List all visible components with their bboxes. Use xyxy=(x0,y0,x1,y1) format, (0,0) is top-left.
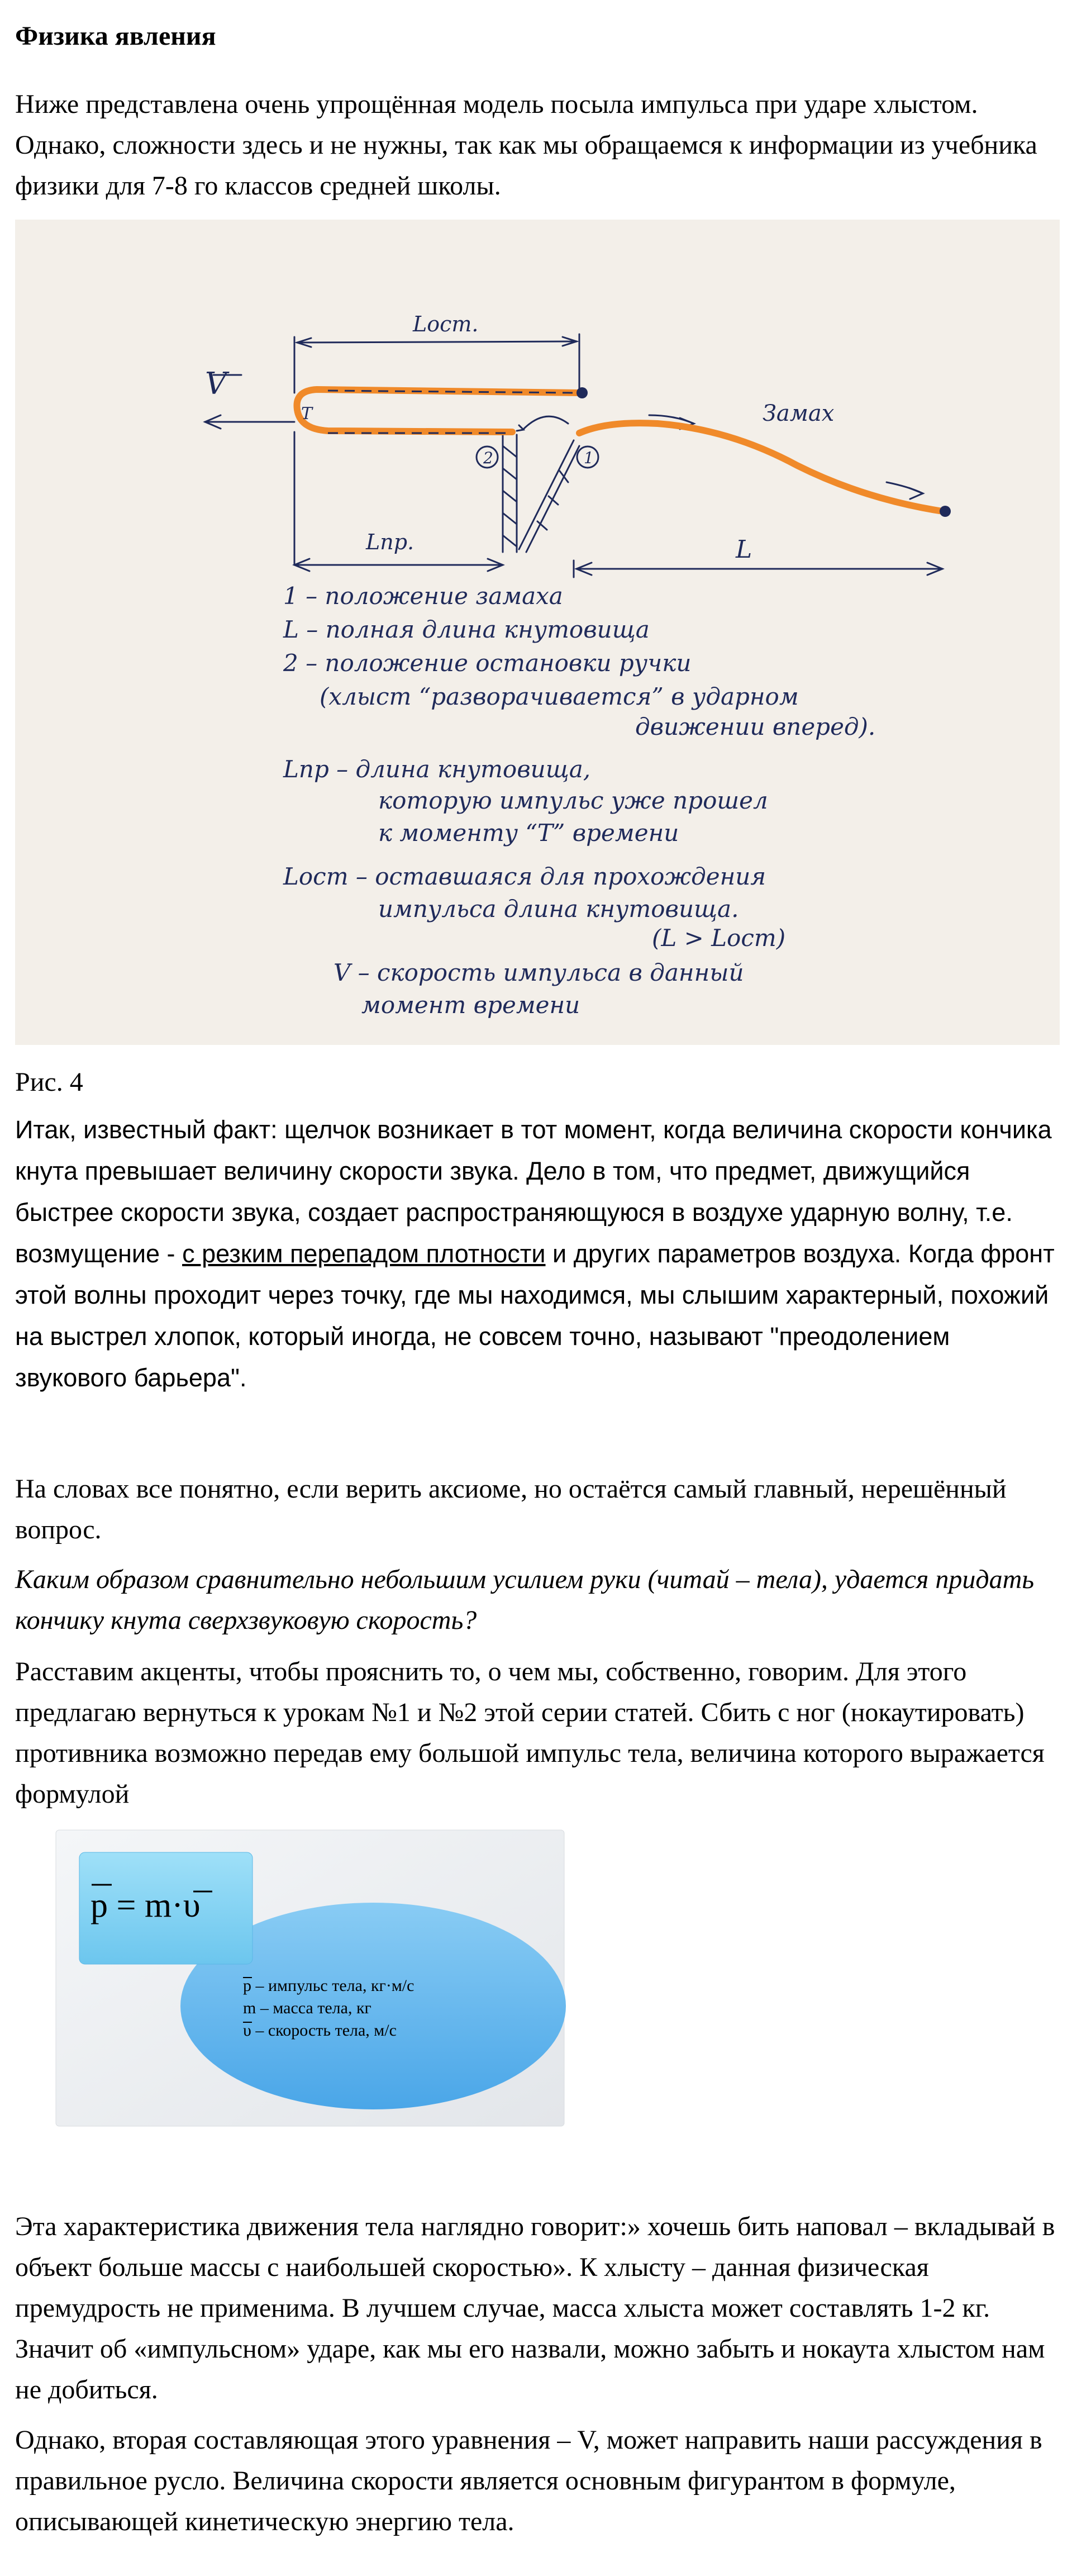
section-heading: Физика явления xyxy=(15,21,216,51)
paragraph-4: Эта характеристика движения тела наглядно говорит:» хочешь бить наповал – вкладывай в объект больше массы с наибольшей скоростью». К хлысту – данная физическая премудрость не применима. В лучшем случае, масса хлыста может составлять 1-2 кг. Значит об «импульсном» ударе, как мы его назвали, можно забыть и нокаута хлыстом нам не добиться. xyxy=(15,2212,1055,2404)
intro-paragraph: Ниже представлена очень упрощённая модель посыла импульса при ударе хлыстом. Однако, сложности здесь и не нужны, так как мы обращаемся к информации из учебника физики для 7-8 го классов средней школы. xyxy=(15,89,1037,201)
label-t: T xyxy=(301,404,313,424)
paragraph-1-text: Итак, известный факт: щелчок возникает в тот момент, когда величина скорости кончика кнута превышает величину скорости звука. Дело в том, что предмет, движущийся быстрее скорости звука, создает распространяющуюся в воздухе ударную волну, т.е. возмущение - xyxy=(15,1115,1052,1268)
whip-diagram-figure xyxy=(15,220,1060,1045)
legend-line: которую импульс уже прошел xyxy=(378,787,768,814)
legend-line: 1 – положение замаха xyxy=(283,582,563,610)
label-zamakh: Замах xyxy=(763,401,835,426)
formula-def-v: υ – скорость тела, м/с xyxy=(243,2021,397,2040)
whip-tip-dot xyxy=(940,506,951,517)
paragraph-1-text-end: и других параметров воздуха. Когда фронт этой волны проходит через точку, где мы находимся, мы слышим характерный, похожий на выстрел хлопок, который иногда, не совсем точно, называют "преодолением звукового барьера". xyxy=(15,1239,1055,1392)
legend-line: L – полная длина кнутовища xyxy=(283,616,650,643)
legend-line: Lост – оставшаяся для прохождения xyxy=(283,863,766,890)
paragraph-2: На словах все понятно, если верить аксиоме, но остаётся самый главный, нерешённый вопрос. xyxy=(15,1474,1007,1544)
formula-def-p: p – импульс тела, кг·м/с xyxy=(243,1976,414,1995)
key-question: Каким образом сравнительно небольшим усилием руки (читай – тела), удается придать кончику кнута сверхзвуковую скорость? xyxy=(15,1565,1035,1635)
label-l-pr: Lпр. xyxy=(366,530,414,554)
legend-line: V – скорость импульса в данный xyxy=(333,959,744,986)
label-l: L xyxy=(736,535,752,564)
formula-def-m: m – масса тела, кг xyxy=(243,1999,371,2017)
legend-line: Lпр – длина кнутовища, xyxy=(283,755,591,783)
label-n2: 2 xyxy=(483,449,493,467)
paragraph-5: Однако, вторая составляющая этого уравнения – V, может направить наши рассуждения в правильное русло. Величина скорости является основным фигурантом в формуле, описывающей кинетическую энергию тела. xyxy=(15,2425,1042,2536)
figure-caption: Рис. 4 xyxy=(15,1067,83,1097)
momentum-formula-figure xyxy=(50,1813,575,2137)
paragraph-3: Расставим акценты, чтобы прояснить то, о чем мы, собственно, говорим. Для этого предлагаю вернуться к урокам №1 и №2 этой серии статей. Сбить с ног (нокаутировать) противника возможно передав ему большой импульс тела, величина которого выражается формулой xyxy=(15,1657,1045,1809)
legend-line: 2 – положение остановки ручки xyxy=(283,649,692,677)
legend-line: импульса длина кнутовища. xyxy=(378,895,739,923)
formula-main: p = m·υ xyxy=(90,1886,201,1924)
legend-line: (хлыст “разворачивается” в ударном xyxy=(320,683,799,710)
density-link[interactable]: с резким перепадом плотности xyxy=(182,1239,546,1268)
legend-line: движении вперед). xyxy=(635,713,876,740)
label-v: V xyxy=(205,366,227,401)
label-n1: 1 xyxy=(584,449,594,467)
legend-line: (L > Lост) xyxy=(652,924,786,952)
label-l-ost: Lост. xyxy=(413,312,479,336)
whip-end-dot xyxy=(577,387,588,398)
legend-line: момент времени xyxy=(361,991,580,1019)
paragraph-1 xyxy=(15,1109,1060,1399)
legend-line: к моменту “T” времени xyxy=(378,819,679,847)
